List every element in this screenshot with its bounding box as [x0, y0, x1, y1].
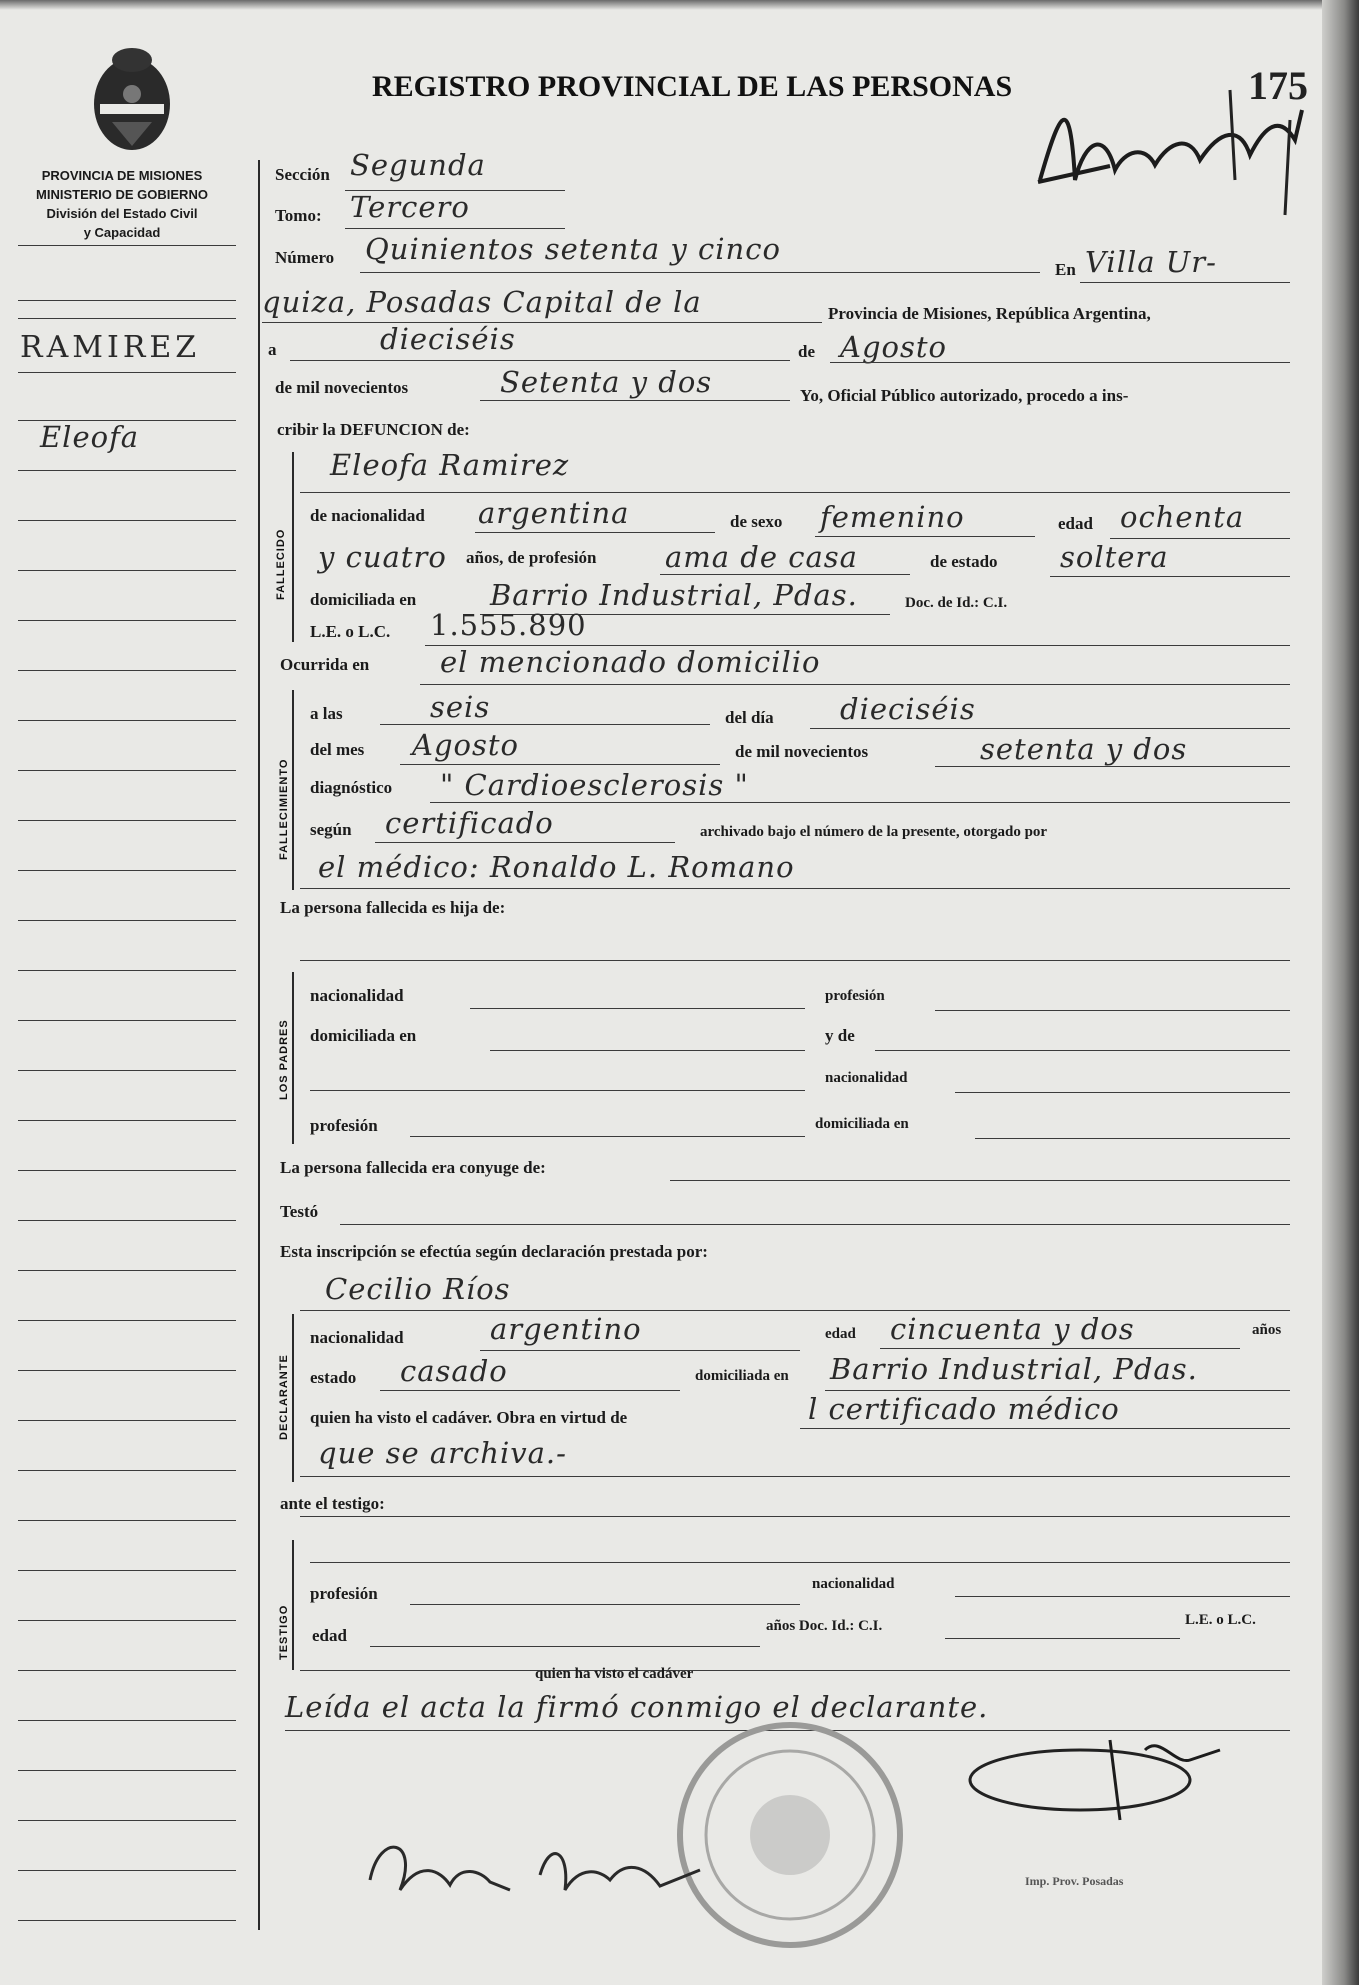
value-numero: Quinientos setenta y cinco: [365, 232, 781, 266]
line: [480, 400, 790, 401]
margin-line: [18, 1170, 236, 1171]
margin-line: [18, 870, 236, 871]
margin-line: [18, 1420, 236, 1421]
line: [825, 1390, 1290, 1391]
label-de-mil: de mil novecientos: [275, 378, 409, 397]
label-yo: Yo, Oficial Público autorizado, procedo a ins-: [800, 386, 1129, 405]
margin-line: [18, 1720, 236, 1721]
value-sexo: femenino: [820, 500, 965, 534]
line: [310, 1090, 805, 1091]
label-de-estado: de estado: [930, 552, 998, 571]
margin-line: [18, 1070, 236, 1071]
section-bar-testigo: [292, 1540, 294, 1670]
label-del-mes: del mes: [310, 740, 365, 759]
value-anio-fall: setenta y dos: [980, 732, 1188, 766]
label-ante-testigo: ante el testigo:: [280, 1494, 385, 1513]
line: [410, 1136, 805, 1137]
margin-line: [18, 920, 236, 921]
line: [300, 492, 1290, 493]
line: [300, 1516, 1290, 1517]
folio-number: 175: [1248, 63, 1308, 108]
line: [430, 802, 1290, 803]
label-edad-t: edad: [312, 1626, 347, 1645]
label-edad-d: edad: [825, 1326, 856, 1342]
line: [830, 362, 1290, 363]
line: [955, 1596, 1290, 1597]
line: [470, 1008, 805, 1009]
value-del-dia: dieciséis: [840, 692, 976, 726]
margin-line: [18, 820, 236, 821]
label-profesion-p1: profesión: [825, 988, 885, 1004]
line: [340, 1224, 1290, 1225]
line: [300, 1310, 1290, 1311]
label-le-lc-t: L.E. o L.C.: [1185, 1612, 1256, 1628]
label-estado-d: estado: [310, 1368, 357, 1387]
value-nombre: Eleofa Ramirez: [330, 448, 570, 482]
line: [375, 842, 675, 843]
line: [955, 1092, 1290, 1093]
label-provincia: Provincia de Misiones, República Argentina,: [828, 304, 1151, 323]
label-domiciliada: domiciliada en: [310, 590, 417, 609]
line: [875, 1050, 1290, 1051]
margin-line: [18, 1770, 236, 1771]
value-medico: el médico: Ronaldo L. Romano: [318, 850, 795, 884]
official-signature: [960, 1720, 1290, 1830]
label-profesion-p2: profesión: [310, 1116, 378, 1135]
scan-edge: [1322, 0, 1359, 1985]
label-nacionalidad-d: nacionalidad: [310, 1328, 404, 1347]
line: [380, 1390, 680, 1391]
section-label-fallecimiento: FALLECIMIENTO: [278, 758, 290, 860]
margin-line: [18, 1120, 236, 1121]
label-anos-profesion: años, de profesión: [466, 548, 597, 567]
section-bar-fallecimiento: [292, 690, 294, 890]
value-edad-1: ochenta: [1120, 500, 1245, 534]
value-obra-2: que se archiva.-: [318, 1436, 567, 1470]
margin-line: [18, 1270, 236, 1271]
label-de: de: [798, 342, 815, 361]
line: [800, 1428, 1290, 1429]
label-numero: Número: [275, 248, 335, 267]
label-de-mil-nov: de mil novecientos: [735, 742, 869, 761]
label-seccion: Sección: [275, 165, 330, 184]
line: [380, 724, 710, 725]
column-divider: [258, 160, 260, 1930]
margin-line: [18, 318, 236, 319]
line: [420, 684, 1290, 685]
margin-line: [18, 1020, 236, 1021]
margin-line: [18, 1920, 236, 1921]
margin-line: [18, 570, 236, 571]
agency-line-3: División del Estado Civil: [46, 206, 198, 221]
line: [300, 1476, 1290, 1477]
line: [360, 272, 1040, 273]
label-testo: Testó: [280, 1202, 319, 1221]
label-segun: según: [310, 820, 352, 839]
line: [1050, 576, 1290, 577]
value-ocurrida: el mencionado domicilio: [440, 645, 821, 679]
agency-block: [12, 166, 232, 242]
section-label-padres: LOS PADRES: [278, 1019, 290, 1100]
label-le-lc: L.E. o L.C.: [310, 622, 391, 641]
printer-mark: Imp. Prov. Posadas: [1025, 1874, 1124, 1888]
value-diagnostico: " Cardioesclerosis ": [440, 768, 749, 802]
label-nacionalidad-t: nacionalidad: [812, 1576, 895, 1592]
margin-line: [18, 970, 236, 971]
document-title: REGISTRO PROVINCIAL DE LAS PERSONAS: [372, 70, 1013, 103]
line: [290, 360, 790, 361]
margin-line: [18, 1470, 236, 1471]
label-nacionalidad-p2: nacionalidad: [825, 1070, 908, 1086]
agency-line-1: PROVINCIA DE MISIONES: [41, 168, 203, 183]
section-bar-padres: [292, 972, 294, 1144]
margin-line: [18, 1570, 236, 1571]
label-domiciliada-d: domiciliada en: [695, 1368, 789, 1384]
margin-line: [18, 770, 236, 771]
margin-line: [18, 1870, 236, 1871]
value-dia: dieciséis: [380, 322, 516, 356]
label-nacionalidad-p1: nacionalidad: [310, 986, 404, 1005]
value-decl-estado: casado: [400, 1354, 508, 1388]
margin-surname: RAMIREZ: [20, 330, 201, 365]
line: [480, 1350, 800, 1351]
label-edad: edad: [1058, 514, 1093, 533]
line: [815, 536, 1035, 537]
value-decl-nacionalidad: argentino: [490, 1312, 642, 1346]
label-conyuge: La persona fallecida era conyuge de:: [280, 1158, 546, 1177]
value-domicilio: Barrio Industrial, Pdas.: [490, 578, 858, 612]
line: [300, 888, 1290, 889]
coat-of-arms-icon: [82, 42, 182, 162]
line: [670, 1180, 1290, 1181]
label-diagnostico: diagnóstico: [310, 778, 393, 797]
line: [300, 960, 1290, 961]
value-lugar-1: Villa Ur-: [1085, 245, 1217, 279]
margin-line: [18, 300, 236, 301]
scan-top-shadow: [0, 0, 1359, 10]
label-profesion-t: profesión: [310, 1584, 378, 1603]
section-label-testigo: TESTIGO: [278, 1604, 290, 1660]
label-quien-visto-t: quien ha visto el cadáver: [535, 1666, 694, 1682]
line: [310, 1562, 1290, 1563]
value-cierre: Leída el acta la firmó conmigo el declarante.: [285, 1690, 989, 1724]
label-a: a: [268, 340, 277, 359]
line: [262, 322, 822, 323]
section-label-declarante: DECLARANTE: [278, 1354, 290, 1440]
margin-line: [18, 1520, 236, 1521]
margin-line: [18, 1220, 236, 1221]
line: [880, 1348, 1240, 1349]
label-tomo: Tomo:: [275, 206, 322, 225]
label-del-dia: del día: [725, 708, 774, 727]
line: [475, 532, 715, 533]
label-domiciliada-p2: domiciliada en: [815, 1116, 909, 1132]
value-decl-domicilio: Barrio Industrial, Pdas.: [830, 1352, 1198, 1386]
margin-line: [18, 1620, 236, 1621]
margin-line: [18, 1320, 236, 1321]
label-sexo: de sexo: [730, 512, 783, 531]
line: [1110, 538, 1290, 539]
margin-line: [18, 720, 236, 721]
label-en: En: [1055, 260, 1076, 279]
value-hora: seis: [430, 690, 491, 724]
margin-line: [18, 520, 236, 521]
line: [935, 766, 1290, 767]
label-anos-doc: años Doc. Id.: C.I.: [766, 1618, 883, 1634]
agency-line-4: y Capacidad: [83, 225, 161, 240]
line: [410, 1604, 800, 1605]
value-profesion: ama de casa: [665, 540, 858, 574]
value-mes: Agosto: [840, 330, 947, 364]
declarant-signature: [360, 1820, 720, 1910]
label-doc-id: Doc. de Id.: C.I.: [905, 595, 1008, 611]
line: [810, 728, 1290, 729]
value-del-mes: Agosto: [412, 728, 519, 762]
label-archivado: archivado bajo el número de la presente, otorgado por: [700, 824, 1048, 840]
margin-line: [18, 372, 236, 373]
value-estado: soltera: [1060, 540, 1169, 574]
line: [945, 1638, 1180, 1639]
line: [300, 1670, 1290, 1671]
label-inscripcion: Esta inscripción se efectúa según declaración prestada por:: [280, 1242, 708, 1261]
value-lc: 1.555.890: [430, 608, 587, 642]
value-seccion: Segunda: [350, 148, 486, 182]
value-tomo: Tercero: [350, 190, 470, 224]
section-label-fallecido: FALLECIDO: [275, 528, 287, 600]
margin-line: [18, 245, 236, 246]
line: [370, 1646, 760, 1647]
value-anio: Setenta y dos: [500, 365, 713, 399]
section-bar-declarante: [292, 1314, 294, 1482]
margin-line: [18, 620, 236, 621]
value-edad-2: y cuatro: [318, 540, 447, 574]
label-y-de: y de: [825, 1026, 855, 1045]
line: [935, 1010, 1290, 1011]
label-de-nacionalidad: de nacionalidad: [310, 506, 425, 525]
agency-line-2: MINISTERIO DE GOBIERNO: [36, 187, 208, 202]
line: [975, 1138, 1290, 1139]
line: [490, 1050, 805, 1051]
value-declarante: Cecilio Ríos: [325, 1272, 511, 1306]
margin-line: [18, 670, 236, 671]
label-quien-visto: quien ha visto el cadáver. Obra en virtud de: [310, 1408, 628, 1427]
section-bar-fallecido: [292, 452, 294, 642]
margin-line: [18, 1370, 236, 1371]
value-decl-edad: cincuenta y dos: [890, 1312, 1135, 1346]
corner-signature: [1030, 70, 1320, 220]
label-a-las: a las: [310, 704, 343, 723]
value-lugar-2: quiza, Posadas Capital de la: [262, 285, 702, 319]
label-ocurrida: Ocurrida en: [280, 655, 370, 674]
line: [660, 574, 910, 575]
line: [345, 228, 565, 229]
label-anos-d: años: [1252, 1322, 1282, 1338]
value-obra: l certificado médico: [808, 1392, 1120, 1426]
label-cribir: cribir la DEFUNCION de:: [277, 420, 470, 439]
margin-line: [18, 470, 236, 471]
label-hija-de: La persona fallecida es hija de:: [280, 898, 506, 917]
margin-line: [18, 1820, 236, 1821]
value-segun: certificado: [385, 806, 554, 840]
margin-given-name: Eleofa: [40, 420, 140, 454]
line: [1080, 282, 1290, 283]
value-nacionalidad: argentina: [478, 496, 630, 530]
label-domiciliada-p1: domiciliada en: [310, 1026, 417, 1045]
line: [400, 764, 720, 765]
margin-line: [18, 1670, 236, 1671]
